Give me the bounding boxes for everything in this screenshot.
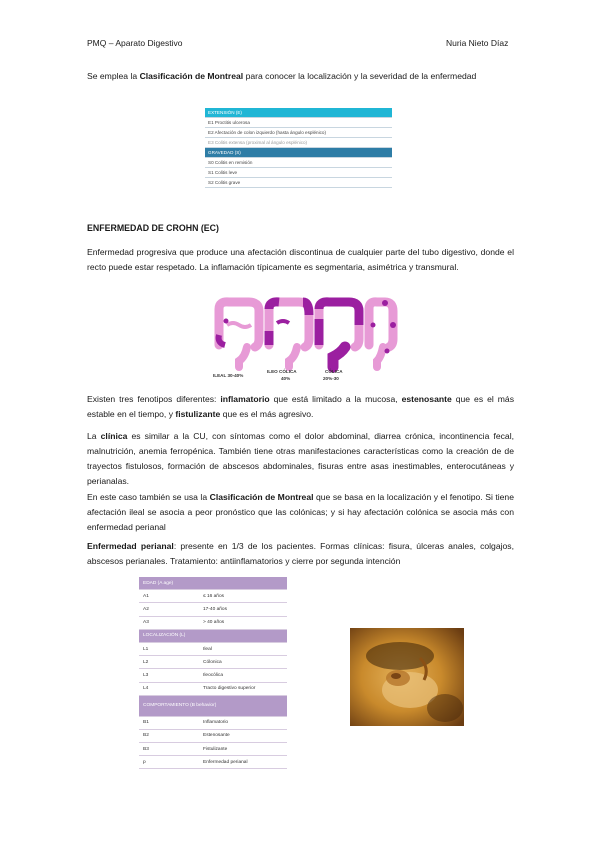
colon-extra-illustration [369, 300, 396, 367]
table-cell: L2 [139, 656, 199, 669]
table-cell: Ileal [199, 642, 287, 655]
colon-ileal-illustration [219, 302, 259, 367]
table-row [139, 743, 287, 756]
table-row [139, 590, 287, 603]
clinic-bold: clínica [100, 431, 128, 441]
perianal-disease-photo [350, 628, 464, 726]
table-cell: > 40 años [199, 616, 287, 629]
table-row [139, 729, 287, 742]
montreal-ec-paragraph [87, 490, 514, 535]
phenotypes-text: Existen tres fenotipos diferentes: [87, 394, 221, 404]
table-cell: Cólonica [199, 656, 287, 669]
table-cell: A2 [139, 603, 199, 616]
table-cell: Ileocólica [199, 669, 287, 682]
table-row [139, 756, 287, 769]
table-cell: p [139, 756, 199, 769]
label-ileocolic-pct: 40% [281, 376, 291, 381]
montreal-ec-bold: Clasificación de Montreal [209, 492, 314, 502]
table-row [139, 616, 287, 629]
age-header: EDAD (A age) [139, 577, 287, 590]
table-cell: Estenosante [199, 729, 287, 742]
phenotypes-paragraph [87, 392, 514, 422]
header-course: PMQ – Aparato Digestivo [87, 38, 183, 48]
table-cell: Inflamatorio [199, 716, 287, 729]
intro-paragraph [87, 69, 514, 84]
label-ileocolic: ILEO CÓLICA [267, 369, 297, 374]
montreal-ec-table [139, 577, 287, 769]
table-row: S0 Colitis en remisión [205, 158, 392, 168]
phenotypes-text: que es el más agresivo. [220, 409, 314, 419]
table-cell: L3 [139, 669, 199, 682]
clinic-paragraph [87, 429, 514, 489]
table-row: S2 Colitis grave [205, 178, 392, 188]
table-row: S1 Colitis leve [205, 168, 392, 178]
phenotypes-text: que está limitado a la mucosa, [269, 394, 402, 404]
montreal-ec-text-b: que se basa en la localización y el fenotipo. Si tiene afectación ileal se asocia a peor pronóstico que las colónicas; y si hay afectación colónica se asocia más con enfermedad perianal [87, 492, 514, 532]
clinic-text-a: La [87, 431, 101, 441]
table-row [139, 656, 287, 669]
table-row: E2 Afectación de colon izquierdo (hasta ángulo esplénico) [205, 128, 392, 138]
intro-text-b: para conocer la localización y la severidad de la enfermedad [243, 71, 477, 81]
table-cell: B1 [139, 716, 199, 729]
montreal-cu-table [205, 108, 392, 188]
crohn-definition: Enfermedad progresiva que produce una afectación discontinua de cualquier parte del tubo digestivo, donde el recto puede estar respetado. La inflamación típicamente es segmentaria, asimétrica y transmural. [87, 247, 514, 272]
severity-header: GRAVEDAD (S) [205, 148, 392, 158]
clinic-text-b: es similar a la CU, con síntomas como el dolor abdominal, diarrea crónica, incontinencia fecal, malnutrición, anemia ferropénica. También tiene otras manifestaciones características como la creación de de trayectos fistulosos, formación de abscesos abdominales, fisuras entre asas inestimables, enterocutáneas y perianalas. [87, 431, 515, 486]
perianal-bold: Enfermedad perianal [87, 541, 174, 551]
colon-ileocolic-illustration [269, 302, 309, 367]
label-colic: CÓLICA [325, 369, 343, 374]
table-cell: Fistulizante [199, 743, 287, 756]
perianal-paragraph [87, 539, 514, 569]
crohn-heading: ENFERMEDAD DE CROHN (EC) [87, 223, 219, 233]
table-cell: L4 [139, 682, 199, 695]
table-row [139, 603, 287, 616]
table-row: E1 Proctitis ulcerosa [205, 118, 392, 128]
table-cell: B2 [139, 729, 199, 742]
table-row [139, 669, 287, 682]
table-cell: Tracto digestivo superior [199, 682, 287, 695]
table-row: E3 Colitis extensa (proximal al ángulo esplénico) [205, 138, 392, 148]
table-cell: A1 [139, 590, 199, 603]
intro-bold: Clasificación de Montreal [139, 71, 244, 81]
phenotype-stenosing: estenosante [401, 394, 452, 404]
extension-header: EXTENSIÓN (E) [205, 108, 392, 118]
table-cell: Enfermedad perianal [199, 756, 287, 769]
table-row [139, 716, 287, 729]
montreal-ec-text-a: En este caso también se usa la [87, 492, 210, 502]
location-header: LOCALIZACIÓN (L) [139, 629, 287, 642]
table-cell: ≤ 16 años [199, 590, 287, 603]
label-ileal: ILEAL 30-40% [213, 373, 244, 378]
table-cell: L1 [139, 642, 199, 655]
phenotype-fistulizing: fistulizante [175, 409, 221, 419]
intro-text-a: Se emplea la [87, 71, 140, 81]
label-colic-pct: 20%-30 [323, 376, 339, 381]
table-row [139, 642, 287, 655]
header-author: Nuria Nieto Díaz [446, 38, 509, 48]
table-cell: B3 [139, 743, 199, 756]
table-cell: 17-40 años [199, 603, 287, 616]
perianal-text: : presente en 1/3 de los pacientes. Formas clínicas: fisura, úlceras anales, colgajos, abscesos perianales. Tratamiento: antiinflamatorios y cierre por segunda intención [87, 541, 514, 566]
table-row [139, 682, 287, 695]
crohn-distribution-figure [205, 295, 398, 383]
colon-colic-illustration [319, 302, 359, 367]
phenotype-inflammatory: inflamatorio [220, 394, 270, 404]
phenotypes-text: que es el más estable en el tiempo, y [87, 394, 514, 419]
behavior-header: COMPORTAMIENTO (B behavior) [139, 695, 287, 716]
table-cell: A3 [139, 616, 199, 629]
